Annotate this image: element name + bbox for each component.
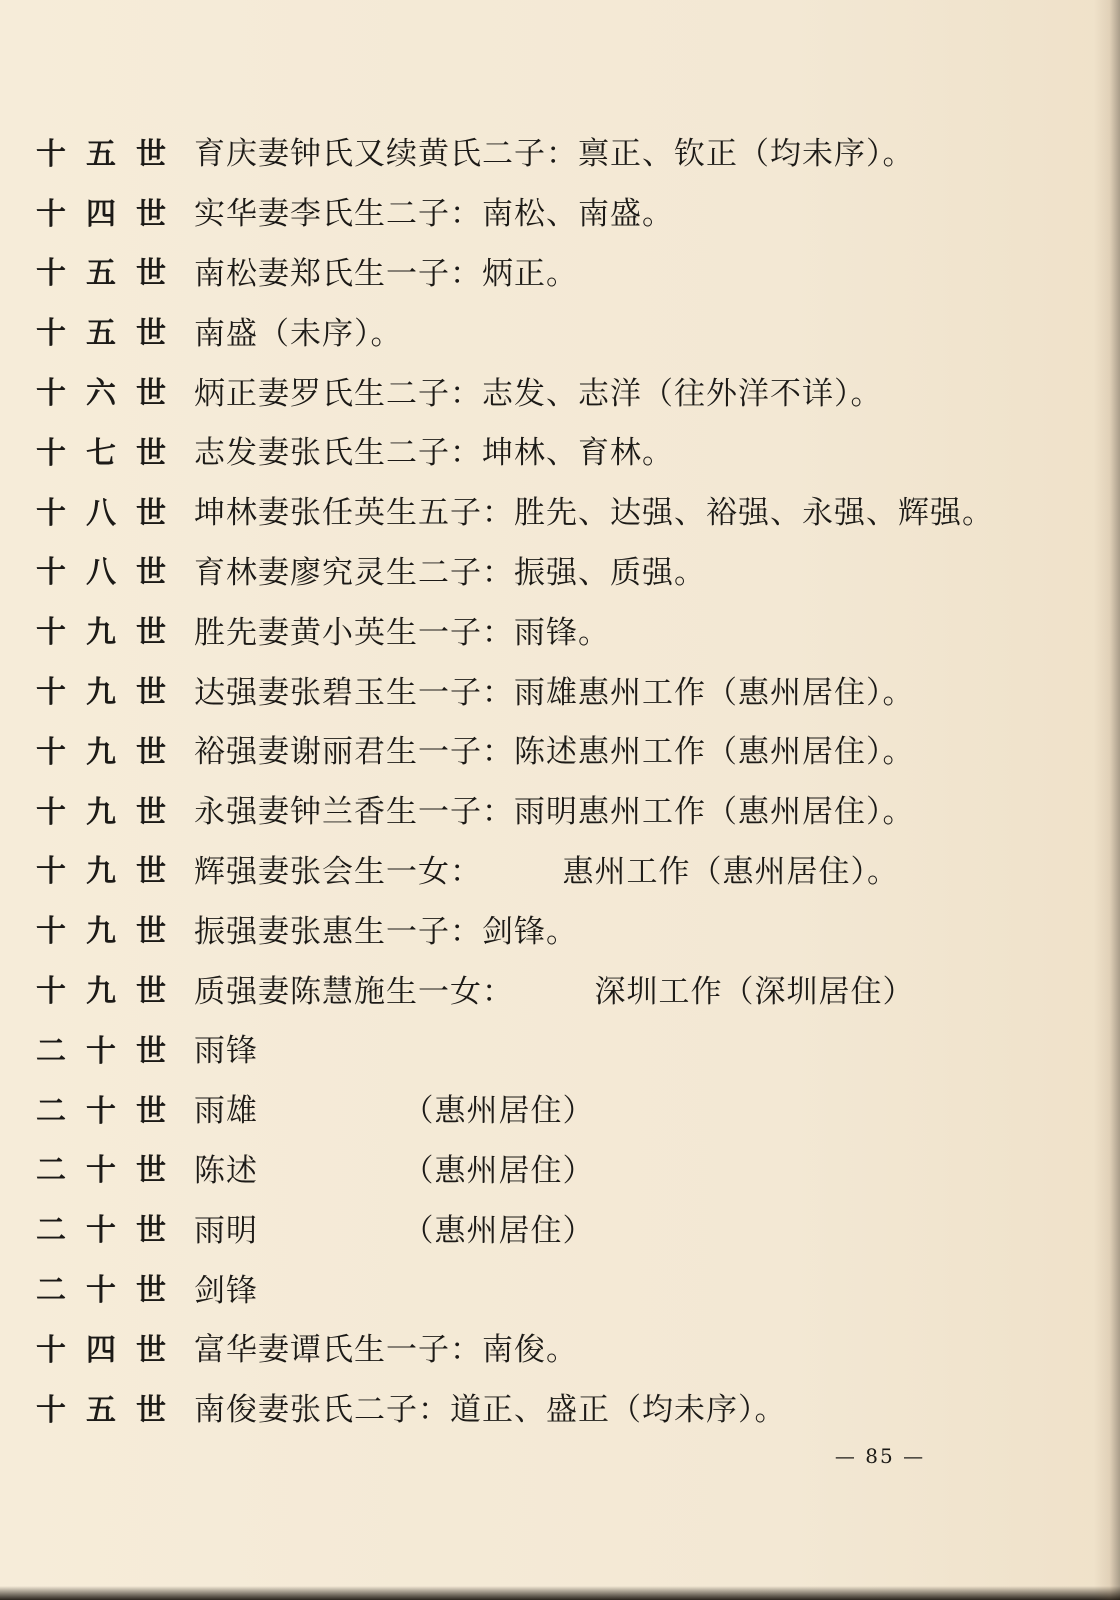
entry-text: 南俊妻张氏二子：道正、盛正（均未序）。 — [194, 1392, 787, 1429]
generation-label: 十八世 — [36, 555, 186, 591]
genealogy-entry — [36, 1321, 1076, 1381]
generation-label: 十五世 — [36, 316, 186, 352]
generation-label: 十四世 — [36, 1332, 186, 1368]
entry-text: 育林妻廖究灵生二子：振强、质强。 — [194, 554, 706, 591]
genealogy-entry — [36, 843, 1076, 903]
entry-text: 雨雄 （惠州居住） — [194, 1093, 595, 1130]
genealogy-entry — [36, 304, 1076, 364]
entry-text: 达强妻张碧玉生一子：雨雄惠州工作（惠州居住）。 — [194, 674, 915, 711]
entry-text: 陈述 （惠州居住） — [194, 1152, 595, 1189]
entry-text: 质强妻陈慧施生一女： 深圳工作（深圳居住） — [194, 973, 915, 1010]
genealogy-entry — [36, 663, 1076, 723]
generation-label: 十九世 — [36, 794, 186, 830]
genealogy-entry — [36, 783, 1076, 843]
entry-text: 永强妻钟兰香生一子：雨明惠州工作（惠州居住）。 — [194, 794, 915, 831]
page-number: — 85 — — [834, 1444, 926, 1468]
generation-label: 十八世 — [36, 495, 186, 531]
generation-label: 十四世 — [36, 196, 186, 232]
entry-text: 辉强妻张会生一女： 惠州工作（惠州居住）。 — [194, 853, 899, 890]
entry-text: 剑锋 — [194, 1272, 258, 1309]
generation-label: 二十世 — [36, 1153, 186, 1189]
entry-text: 裕强妻谢丽君生一子：陈述惠州工作（惠州居住）。 — [194, 734, 915, 771]
generation-label: 十九世 — [36, 734, 186, 770]
genealogy-entry — [36, 424, 1076, 484]
genealogy-entry — [36, 125, 1076, 185]
generation-label: 十九世 — [36, 615, 186, 651]
genealogy-entry — [36, 603, 1076, 663]
generation-label: 十五世 — [36, 256, 186, 292]
genealogy-entry — [36, 1022, 1076, 1082]
generation-label: 十五世 — [36, 136, 186, 172]
entry-text: 胜先妻黄小英生一子：雨锋。 — [194, 614, 610, 651]
entry-text: 南松妻郑氏生一子：炳正。 — [194, 255, 578, 292]
generation-label: 二十世 — [36, 1033, 186, 1069]
generation-label: 十九世 — [36, 914, 186, 950]
entry-text: 育庆妻钟氏又续黄氏二子：禀正、钦正（均未序）。 — [194, 136, 915, 173]
entry-text: 雨锋 — [194, 1033, 258, 1070]
genealogy-entry — [36, 723, 1076, 783]
generation-label: 二十世 — [36, 1093, 186, 1129]
entry-text: 南盛（未序）。 — [194, 315, 403, 352]
generation-label: 十六世 — [36, 376, 186, 412]
generation-label: 二十世 — [36, 1273, 186, 1309]
generation-label: 十七世 — [36, 435, 186, 471]
genealogy-entry — [36, 1381, 1076, 1441]
entry-text: 雨明 （惠州居住） — [194, 1212, 595, 1249]
entry-text: 坤林妻张任英生五子：胜先、达强、裕强、永强、辉强。 — [194, 495, 994, 532]
entry-text: 富华妻谭氏生一子：南俊。 — [194, 1332, 578, 1369]
generation-label: 二十世 — [36, 1213, 186, 1249]
genealogy-entry — [36, 185, 1076, 245]
genealogy-entry — [36, 1261, 1076, 1321]
genealogy-entry — [36, 1142, 1076, 1202]
entry-text: 炳正妻罗氏生二子：志发、志洋（往外洋不详）。 — [194, 375, 883, 412]
genealogy-entry — [36, 544, 1076, 604]
genealogy-entry — [36, 1201, 1076, 1261]
generation-label: 十五世 — [36, 1392, 186, 1428]
generation-label: 十九世 — [36, 974, 186, 1010]
genealogy-entries — [36, 125, 1076, 1441]
genealogy-entry — [36, 962, 1076, 1022]
generation-label: 十九世 — [36, 854, 186, 890]
entry-text: 振强妻张惠生一子：剑锋。 — [194, 913, 578, 950]
genealogy-entry — [36, 484, 1076, 544]
entry-text: 志发妻张氏生二子：坤林、育林。 — [194, 435, 674, 472]
genealogy-entry — [36, 245, 1076, 305]
genealogy-entry — [36, 1082, 1076, 1142]
genealogy-entry — [36, 902, 1076, 962]
genealogy-entry — [36, 364, 1076, 424]
entry-text: 实华妻李氏生二子：南松、南盛。 — [194, 196, 674, 233]
generation-label: 十九世 — [36, 675, 186, 711]
